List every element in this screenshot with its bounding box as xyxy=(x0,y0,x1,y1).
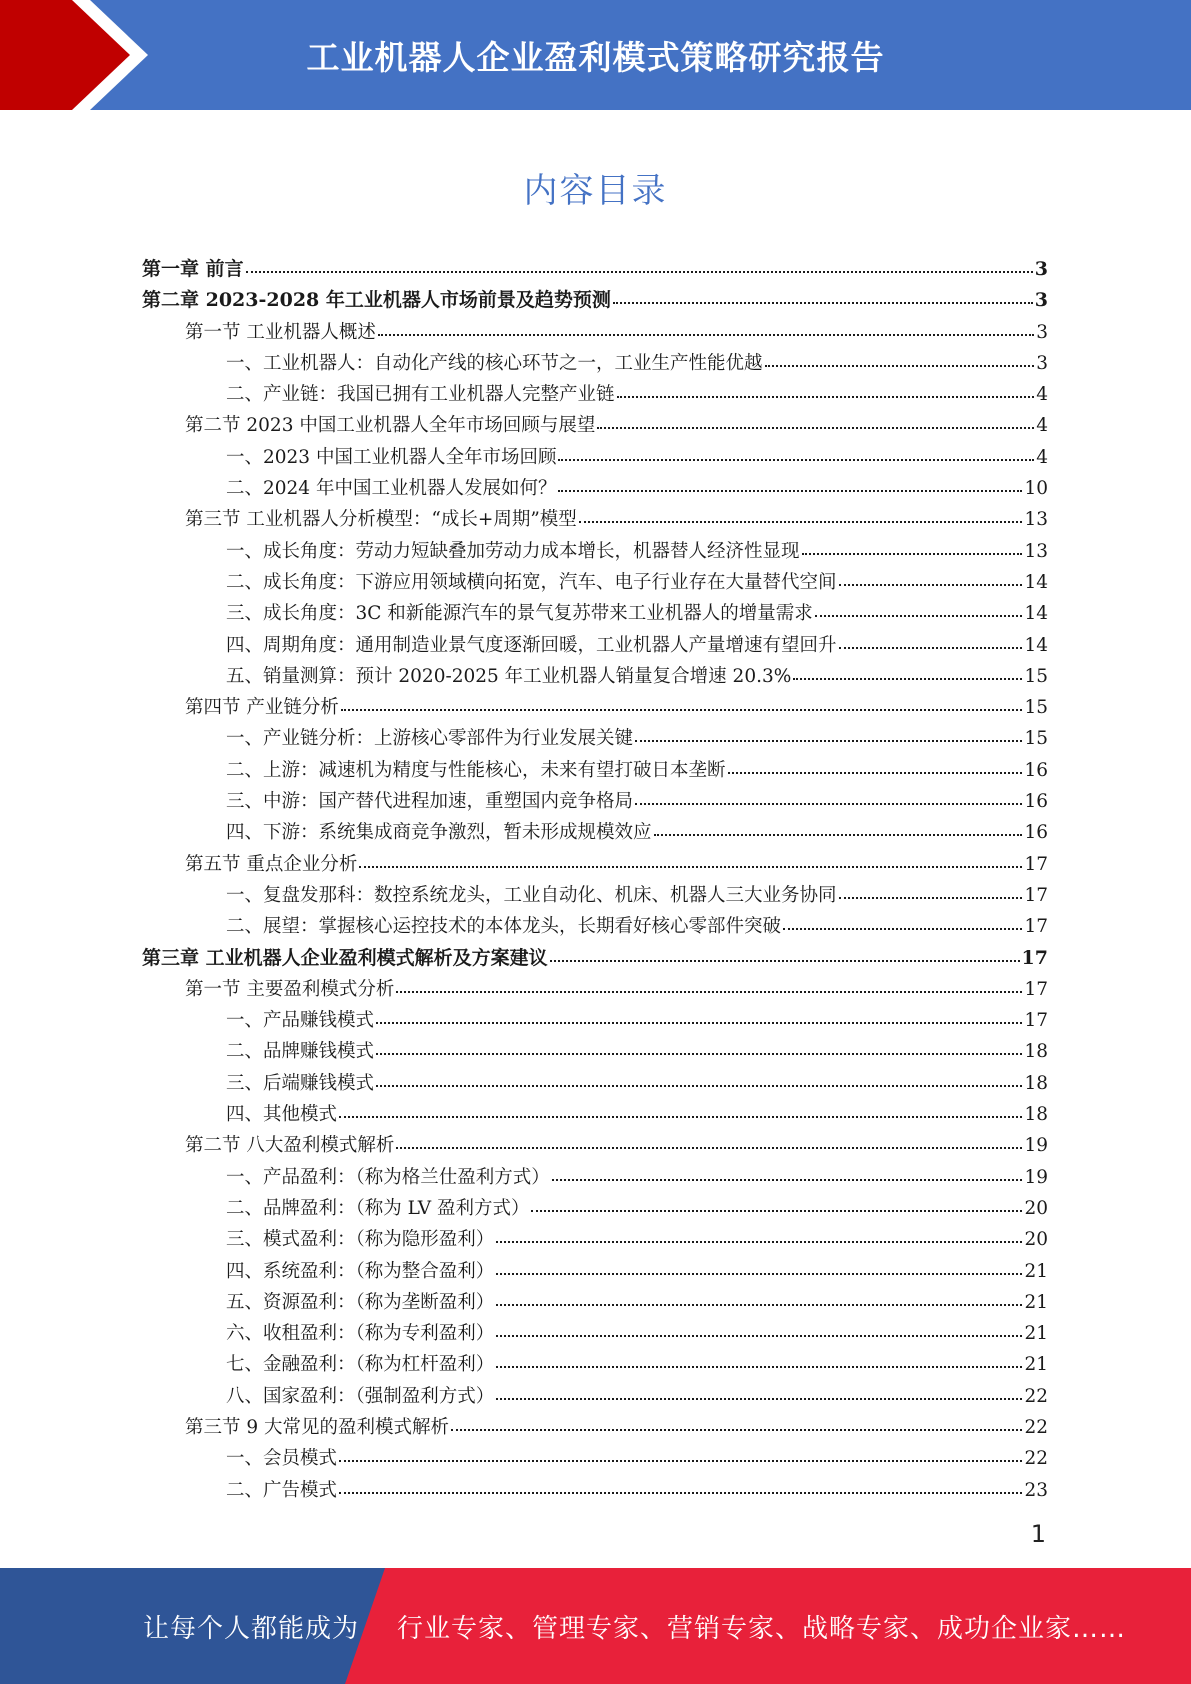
toc-entry-page: 21 xyxy=(1024,1323,1048,1345)
toc-entry-label: 二、上游：减速机为精度与性能核心，未来有望打破日本垄断 xyxy=(226,759,726,781)
toc-entry-label: 三、后端赚钱模式 xyxy=(226,1072,375,1094)
toc-entry[interactable] xyxy=(142,1162,1048,1193)
footer-slogan-left: 让每个人都能成为 xyxy=(143,1613,360,1644)
toc-entry-label: 四、周期角度：通用制造业景气度逐渐回暖，工业机器人产量增速有望回升 xyxy=(226,634,837,656)
toc-entry-page: 4 xyxy=(1036,384,1048,406)
toc-dot-leader xyxy=(728,764,1023,774)
toc-entry-page: 14 xyxy=(1024,571,1048,593)
toc-entry[interactable] xyxy=(142,849,1048,880)
toc-entry[interactable] xyxy=(142,630,1048,661)
toc-entry-label: 二、产业链：我国已拥有工业机器人完整产业链 xyxy=(226,384,615,406)
toc-entry-page: 20 xyxy=(1024,1197,1048,1219)
toc-entry-label: 一、工业机器人：自动化产线的核心环节之一，工业生产性能优越 xyxy=(226,352,763,374)
toc-dot-leader xyxy=(802,545,1023,555)
toc-entry-page: 22 xyxy=(1024,1448,1048,1470)
toc-entry-label: 第二节 八大盈利模式解析 xyxy=(185,1135,395,1157)
toc-entry[interactable] xyxy=(142,786,1048,817)
toc-dot-leader xyxy=(496,1390,1022,1400)
toc-entry-page: 13 xyxy=(1024,540,1048,562)
toc-dot-leader xyxy=(597,419,1034,429)
toc-entry[interactable] xyxy=(142,567,1048,598)
toc-dot-leader xyxy=(359,858,1022,868)
toc-entry[interactable] xyxy=(142,880,1048,911)
header-band xyxy=(0,0,1191,110)
toc-dot-leader xyxy=(839,576,1023,586)
toc-entry[interactable] xyxy=(142,254,1048,285)
toc-dot-leader xyxy=(617,388,1035,398)
toc-entry[interactable] xyxy=(142,285,1048,316)
toc-entry[interactable] xyxy=(142,723,1048,754)
toc-entry-page: 22 xyxy=(1024,1416,1048,1438)
toc-entry-page: 17 xyxy=(1024,978,1048,1000)
toc-dot-leader xyxy=(579,513,1023,523)
toc-entry[interactable] xyxy=(142,1349,1048,1380)
toc-entry-page: 4 xyxy=(1036,446,1048,468)
footer-slogan-right: 行业专家、管理专家、营销专家、战略专家、成功企业家…… xyxy=(397,1613,1127,1644)
toc-entry-page: 15 xyxy=(1024,697,1048,719)
toc-dot-leader xyxy=(376,1014,1022,1024)
toc-entry-label: 六、收租盈利：（称为专利盈利） xyxy=(226,1323,495,1345)
toc-dot-leader xyxy=(496,1296,1022,1306)
toc-entry-page: 3 xyxy=(1036,352,1048,374)
toc-entry[interactable] xyxy=(142,1224,1048,1255)
toc-entry-label: 二、广告模式 xyxy=(226,1479,338,1501)
toc-entry-label: 第五节 重点企业分析 xyxy=(185,853,358,875)
toc-entry-label: 五、资源盈利：（称为垄断盈利） xyxy=(226,1291,495,1313)
toc-dot-leader xyxy=(496,1358,1022,1368)
toc-entry[interactable] xyxy=(142,1443,1048,1474)
toc-entry-label: 四、其他模式 xyxy=(226,1104,338,1126)
toc-entry[interactable] xyxy=(142,974,1048,1005)
toc-dot-leader xyxy=(635,732,1022,742)
toc-entry-page: 22 xyxy=(1024,1385,1048,1407)
toc-entry-page: 16 xyxy=(1024,822,1048,844)
toc-entry[interactable] xyxy=(142,1068,1048,1099)
toc-dot-leader xyxy=(839,639,1023,649)
toc-entry-page: 17 xyxy=(1024,916,1048,938)
report-title: 工业机器人企业盈利模式策略研究报告 xyxy=(306,37,885,77)
toc-entry-page: 18 xyxy=(1024,1104,1048,1126)
toc-entry-label: 三、中游：国产替代进程加速，重塑国内竞争格局 xyxy=(226,791,634,813)
toc-entry[interactable] xyxy=(142,817,1048,848)
toc-entry[interactable] xyxy=(142,1412,1048,1443)
toc-dot-leader xyxy=(396,983,1022,993)
toc-entry-page: 21 xyxy=(1024,1291,1048,1313)
toc-entry-page: 18 xyxy=(1024,1041,1048,1063)
toc-entry[interactable] xyxy=(142,755,1048,786)
toc-entry-page: 23 xyxy=(1024,1479,1048,1501)
toc-entry[interactable] xyxy=(142,317,1048,348)
toc-entry-label: 第二节 2023 中国工业机器人全年市场回顾与展望 xyxy=(185,415,596,437)
toc-entry[interactable] xyxy=(142,1036,1048,1067)
toc-dot-leader xyxy=(793,670,1022,680)
toc-entry-label: 四、系统盈利：（称为整合盈利） xyxy=(226,1260,495,1282)
toc-dot-leader xyxy=(341,701,1023,711)
toc-dot-leader xyxy=(558,451,1034,461)
toc-entry[interactable] xyxy=(142,1287,1048,1318)
toc-entry-page: 17 xyxy=(1021,946,1048,969)
toc-entry[interactable] xyxy=(142,473,1048,504)
toc-entry[interactable] xyxy=(142,379,1048,410)
toc-entry-page: 16 xyxy=(1024,759,1048,781)
toc-entry-page: 19 xyxy=(1024,1135,1048,1157)
toc-entry-page: 3 xyxy=(1036,321,1048,343)
toc-entry[interactable] xyxy=(142,1130,1048,1161)
toc-entry-label: 二、展望：掌握核心运控技术的本体龙头，长期看好核心零部件突破 xyxy=(226,916,782,938)
page-number: 1 xyxy=(1030,1520,1046,1548)
toc-entry-label: 一、2023 中国工业机器人全年市场回顾 xyxy=(226,446,557,468)
toc-dot-leader xyxy=(558,482,1022,492)
toc-entry-label: 第四节 产业链分析 xyxy=(185,697,339,719)
toc-dot-leader xyxy=(376,1045,1022,1055)
toc-dot-leader xyxy=(451,1421,1022,1431)
toc-entry-page: 21 xyxy=(1024,1260,1048,1282)
toc-dot-leader xyxy=(376,1077,1022,1087)
toc-dot-leader xyxy=(339,1452,1022,1462)
toc-entry-label: 三、模式盈利：（称为隐形盈利） xyxy=(226,1229,495,1251)
toc-dot-leader xyxy=(496,1233,1022,1243)
toc-entry-label: 第一节 工业机器人概述 xyxy=(185,321,376,343)
toc-entry[interactable] xyxy=(142,442,1048,473)
toc-entry-label: 第一章 前言 xyxy=(142,258,244,280)
toc-entry[interactable] xyxy=(142,1193,1048,1224)
toc-entry-label: 第二章 2023-2028 年工业机器人市场前景及趋势预测 xyxy=(142,289,611,312)
toc-entry-label: 二、成长角度：下游应用领域横向拓宽，汽车、电子行业存在大量替代空间 xyxy=(226,571,837,593)
toc-dot-leader xyxy=(552,1171,1023,1181)
toc-entry-label: 四、下游：系统集成商竞争激烈，暂未形成规模效应 xyxy=(226,822,652,844)
toc-dot-leader xyxy=(339,1108,1022,1118)
toc-entry-page: 20 xyxy=(1024,1229,1048,1251)
toc-dot-leader xyxy=(339,1484,1022,1494)
toc-dot-leader xyxy=(815,607,1023,617)
toc-dot-leader xyxy=(531,1202,1022,1212)
toc-entry-page: 4 xyxy=(1036,415,1048,437)
toc-entry-label: 二、品牌赚钱模式 xyxy=(226,1041,375,1063)
toc-entry-page: 17 xyxy=(1024,884,1048,906)
toc-entry-label: 一、成长角度：劳动力短缺叠加劳动力成本增长，机器替人经济性显现 xyxy=(226,540,800,562)
toc-dot-leader xyxy=(783,920,1022,930)
toc-entry-label: 三、成长角度：3C 和新能源汽车的景气复苏带来工业机器人的增量需求 xyxy=(226,603,813,625)
toc-entry-label: 五、销量测算：预计 2020-2025 年工业机器人销量复合增速 20.3% xyxy=(226,665,792,687)
toc-dot-leader xyxy=(550,952,1020,962)
toc-dot-leader xyxy=(246,263,1033,273)
toc-entry[interactable] xyxy=(142,410,1048,441)
toc-entry[interactable] xyxy=(142,1318,1048,1349)
toc-entry[interactable] xyxy=(142,348,1048,379)
toc-entry[interactable] xyxy=(142,1005,1048,1036)
toc-entry-page: 19 xyxy=(1024,1166,1048,1188)
toc-entry[interactable] xyxy=(142,692,1048,723)
toc-entry-label: 第三节 工业机器人分析模型：“成长+周期”模型 xyxy=(185,509,577,531)
toc-dot-leader xyxy=(396,1139,1022,1149)
table-of-contents xyxy=(142,254,1048,1506)
toc-entry-page: 18 xyxy=(1024,1072,1048,1094)
toc-entry-label: 第三节 9 大常见的盈利模式解析 xyxy=(185,1416,450,1438)
toc-entry-label: 七、金融盈利：（称为杠杆盈利） xyxy=(226,1354,495,1376)
toc-entry-page: 14 xyxy=(1024,603,1048,625)
toc-entry-page: 15 xyxy=(1024,728,1048,750)
toc-dot-leader xyxy=(635,795,1022,805)
toc-entry-label: 二、2024 年中国工业机器人发展如何？ xyxy=(226,478,557,500)
toc-entry[interactable] xyxy=(142,661,1048,692)
toc-entry[interactable] xyxy=(142,943,1048,974)
toc-entry-page: 17 xyxy=(1024,853,1048,875)
toc-entry-label: 一、复盘发那科：数控系统龙头，工业自动化、机床、机器人三大业务协同 xyxy=(226,884,837,906)
toc-entry-page: 3 xyxy=(1034,289,1048,312)
toc-entry-page: 21 xyxy=(1024,1354,1048,1376)
toc-dot-leader xyxy=(839,889,1023,899)
toc-entry-page: 3 xyxy=(1034,258,1048,280)
toc-entry[interactable] xyxy=(142,536,1048,567)
toc-entry[interactable] xyxy=(142,598,1048,629)
toc-dot-leader xyxy=(496,1327,1022,1337)
toc-entry-page: 14 xyxy=(1024,634,1048,656)
toc-dot-leader xyxy=(496,1265,1022,1275)
toc-entry-page: 13 xyxy=(1024,509,1048,531)
toc-entry-label: 一、产品盈利：（称为格兰仕盈利方式） xyxy=(226,1166,550,1188)
toc-entry-label: 第一节 主要盈利模式分析 xyxy=(185,978,395,1000)
toc-entry-label: 一、会员模式 xyxy=(226,1448,338,1470)
toc-entry-page: 10 xyxy=(1024,478,1048,500)
toc-entry-label: 一、产业链分析：上游核心零部件为行业发展关键 xyxy=(226,728,634,750)
toc-entry-label: 八、国家盈利：（强制盈利方式） xyxy=(226,1385,495,1407)
footer-band xyxy=(0,1568,1191,1684)
toc-entry[interactable] xyxy=(142,1099,1048,1130)
toc-entry[interactable] xyxy=(142,504,1048,535)
toc-heading: 内容目录 xyxy=(523,171,668,211)
toc-entry[interactable] xyxy=(142,1475,1048,1506)
toc-dot-leader xyxy=(613,294,1033,304)
toc-entry-label: 第三章 工业机器人企业盈利模式解析及方案建议 xyxy=(142,946,548,969)
toc-entry-page: 17 xyxy=(1024,1010,1048,1032)
toc-entry[interactable] xyxy=(142,911,1048,942)
toc-dot-leader xyxy=(765,357,1035,367)
toc-entry[interactable] xyxy=(142,1381,1048,1412)
toc-entry-page: 15 xyxy=(1024,665,1048,687)
toc-entry[interactable] xyxy=(142,1256,1048,1287)
toc-entry-label: 二、品牌盈利：（称为 LV 盈利方式） xyxy=(226,1197,530,1219)
toc-entry-label: 一、产品赚钱模式 xyxy=(226,1010,375,1032)
toc-entry-page: 16 xyxy=(1024,791,1048,813)
toc-dot-leader xyxy=(654,826,1023,836)
toc-dot-leader xyxy=(378,326,1034,336)
